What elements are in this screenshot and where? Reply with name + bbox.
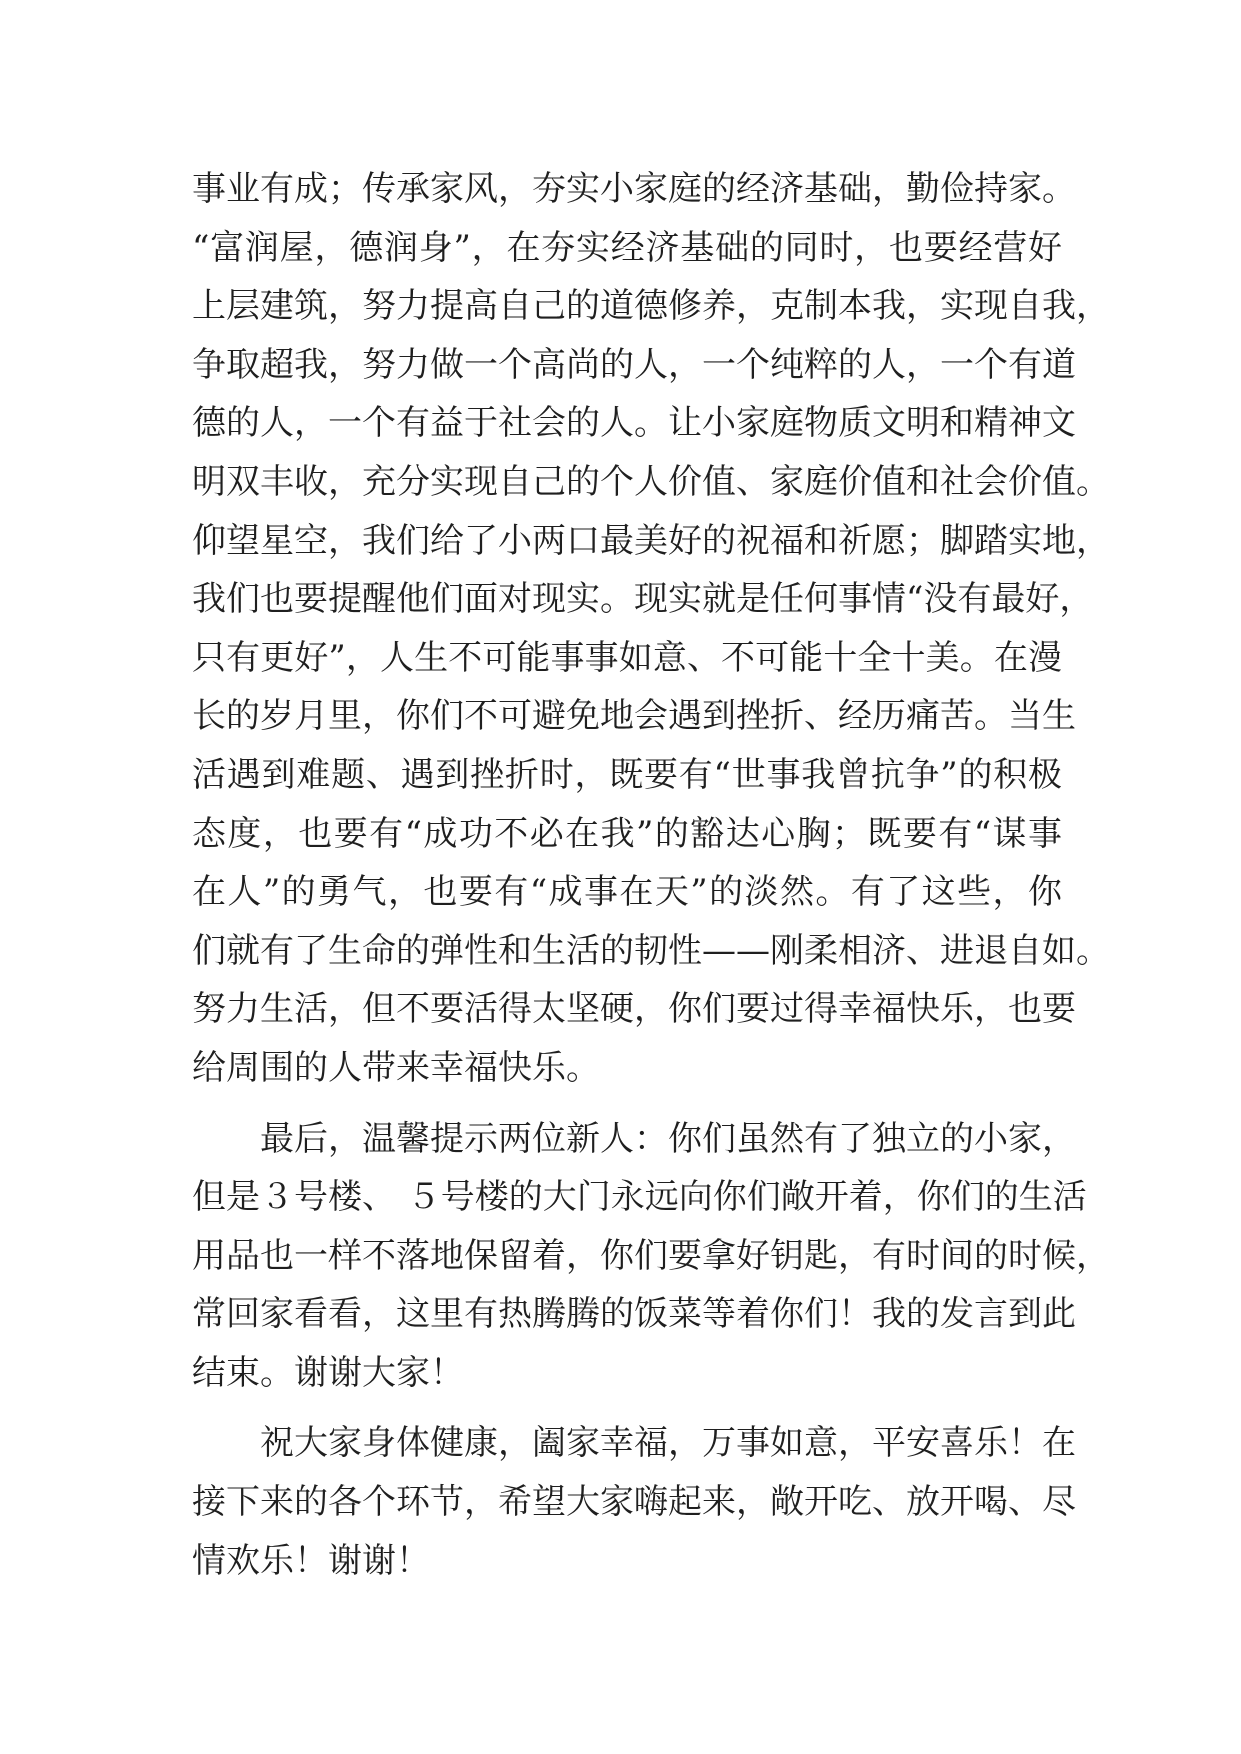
text-line: 但是３号楼、 ５号楼的大门永远向你们敞开着，你们的生活 — [192, 1177, 1087, 1218]
text-line: 努力生活，但不要活得太坚硬，你们要过得幸福快乐，也要 — [192, 989, 1076, 1030]
text-line: 在人”的勇气，也要有“成事在天”的淡然。有了这些，你 — [192, 872, 1062, 913]
text-line: 用品也一样不落地保留着，你们要拿好钥匙，有时间的时候， — [192, 1235, 1110, 1276]
text-line: “富润屋，德润身”，在夯实经济基础的同时，也要经营好 — [192, 227, 1062, 268]
text-line: 接下来的各个环节，希望大家嗨起来，敞开吃、放开喝、尽 — [192, 1482, 1076, 1523]
text-line: 常回家看看，这里有热腾腾的饭菜等着你们！我的发言到此 — [192, 1294, 1076, 1335]
text-line: 争取超我，努力做一个高尚的人，一个纯粹的人，一个有道 — [192, 344, 1076, 385]
body-text — [192, 160, 1110, 1590]
text-line: 德的人，一个有益于社会的人。让小家庭物质文明和精神文 — [192, 403, 1076, 444]
text-line: 只有更好”，人生不可能事事如意、不可能十全十美。在漫 — [192, 637, 1062, 678]
text-line: 结束。谢谢大家！ — [192, 1352, 464, 1393]
text-line: 事业有成；传承家风，夯实小家庭的经济基础，勤俭持家。 — [192, 169, 1076, 209]
paragraph-first-line: 最后，温馨提示两位新人：你们虽然有了独立的小家， — [260, 1118, 1076, 1159]
text-line: 我们也要提醒他们面对现实。现实就是任何事情“没有最好， — [192, 579, 1094, 620]
text-line: 给周围的人带来幸福快乐。 — [192, 1047, 600, 1088]
paragraph-first-line: 祝大家身体健康，阖家幸福，万事如意，平安喜乐！在 — [260, 1423, 1076, 1464]
text-line: 上层建筑，努力提高自己的道德修养，克制本我，实现自我， — [192, 286, 1110, 327]
text-line: 们就有了生命的弹性和生活的韧性——刚柔相济、进退自如。 — [192, 930, 1110, 971]
text-line: 活遇到难题、遇到挫折时，既要有“世事我曾抗争”的积极 — [192, 754, 1062, 795]
text-line: 情欢乐！谢谢！ — [192, 1540, 430, 1581]
text-line: 仰望星空，我们给了小两口最美好的祝福和祈愿；脚踏实地， — [192, 520, 1110, 561]
text-line: 明双丰收，充分实现自己的个人价值、家庭价值和社会价值。 — [192, 461, 1110, 502]
text-line: 长的岁月里，你们不可避免地会遇到挫折、经历痛苦。当生 — [192, 696, 1076, 737]
text-line: 态度，也要有“成功不必在我”的豁达心胸；既要有“谋事 — [192, 813, 1062, 854]
